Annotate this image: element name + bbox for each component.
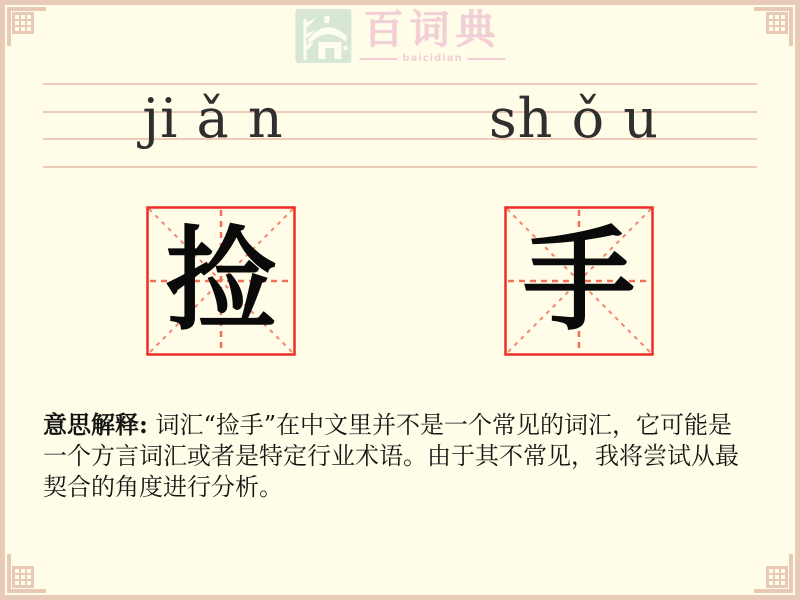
explanation-line-1-text: 词汇“捡手”在中文里并不是一个常见的词汇，它可能是 xyxy=(147,411,733,439)
app-logo xyxy=(294,8,505,64)
pinyin-grid-line xyxy=(43,166,757,168)
corner-ornament-bottom-left xyxy=(0,548,52,600)
pinyin-grid-line xyxy=(43,83,757,85)
corner-ornament-bottom-right xyxy=(748,548,800,600)
explanation-line-3: 契合的角度进行分析。 xyxy=(43,473,283,501)
subtitle-left-rule xyxy=(359,58,397,60)
pinyin-word-1: ji ǎ n xyxy=(142,87,284,150)
logo-subtitle-row xyxy=(359,53,505,64)
hanzi-character-2: 手 xyxy=(523,215,635,346)
logo-title: 百词典 xyxy=(363,6,502,53)
pavilion-bamboo-seal-icon xyxy=(294,8,352,64)
explanation-label: 意思解释: xyxy=(43,410,148,439)
character-box-2 xyxy=(504,206,654,356)
logo-subtitle: baicidian xyxy=(402,53,463,64)
hanzi-character-1: 捡 xyxy=(165,215,277,346)
explanation-line-2: 一个方言词汇或者是特定行业术语。由于其不常见，我将尝试从最 xyxy=(43,442,739,470)
subtitle-right-rule xyxy=(468,58,506,60)
corner-ornament-top-left xyxy=(0,0,52,52)
meaning-explanation xyxy=(43,409,765,503)
explanation-line-1 xyxy=(43,409,765,441)
pinyin-word-2: sh ǒ u xyxy=(488,87,660,150)
corner-ornament-top-right xyxy=(748,0,800,52)
logo-text-block xyxy=(359,8,505,64)
character-box-1 xyxy=(146,206,296,356)
